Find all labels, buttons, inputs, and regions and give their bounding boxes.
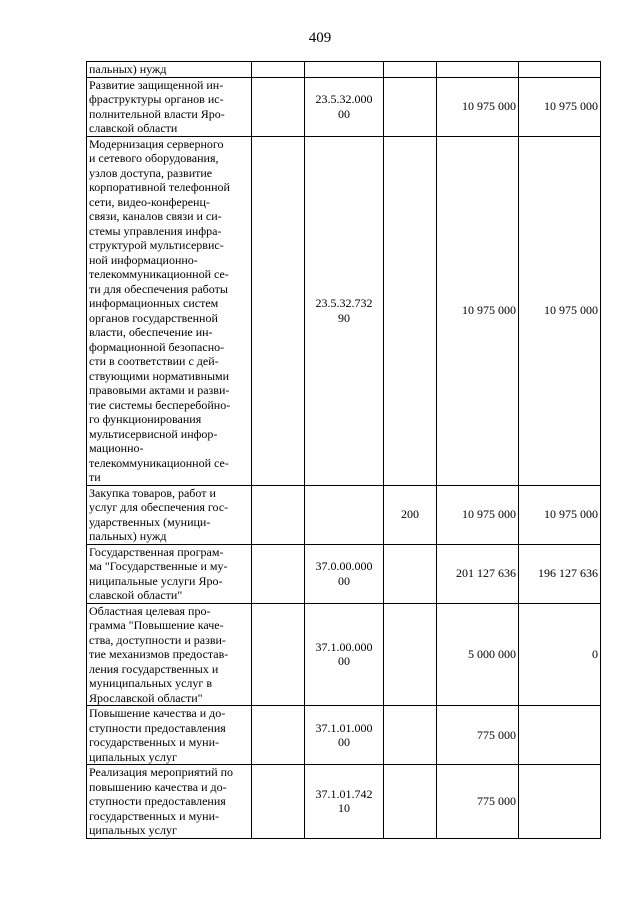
subcode-cell	[252, 77, 305, 136]
amount-year1-cell	[437, 62, 519, 78]
table-row	[87, 485, 601, 544]
subcode-cell	[252, 136, 305, 485]
amount-year1-cell: 201 127 636	[437, 544, 519, 603]
target-code-cell: 37.1.01.742 10	[305, 765, 384, 839]
item-name-cell: Областная целевая про- грамма "Повышение каче- ства, доступности и разви- тие механизмов предостав- ления государственных и муниципальных услуг в Ярославской области"	[87, 603, 252, 706]
item-name-cell: Модернизация серверного и сетевого оборудования, узлов доступа, развитие корпоративной телефонной сети, видео-конференц- связи, каналов связи и си- стемы управления инфра- структурой мультисервис- ной информационно- телекоммуникационной се- ти для обеспечения работы информационных систем органов государственной власти, обеспечение ин- формационной безопасно- сти в соответствии с дей- ствующими нормативными правовыми актами и разви- тие системы бесперебойно- го функционирования мультисервисной инфор- мационно- телекоммуникационной се- ти	[87, 136, 252, 485]
page-number: 409	[308, 30, 332, 46]
target-code-cell: 37.0.00.000 00	[305, 544, 384, 603]
amount-year2-cell: 196 127 636	[519, 544, 601, 603]
item-name-cell: Развитие защищенной ин- фраструктуры органов ис- полнительной власти Яро- славской области	[87, 77, 252, 136]
amount-year1-cell: 5 000 000	[437, 603, 519, 706]
amount-year2-cell	[519, 765, 601, 839]
budget-table	[86, 61, 601, 839]
target-code-cell	[305, 62, 384, 78]
subcode-cell	[252, 544, 305, 603]
expense-type-cell	[384, 706, 437, 765]
target-code-cell: 37.1.01.000 00	[305, 706, 384, 765]
item-name-cell: Реализация мероприятий по повышению качества и до- ступности предоставления государственных и муни- ципальных услуг	[87, 765, 252, 839]
expense-type-cell	[384, 77, 437, 136]
subcode-cell	[252, 62, 305, 78]
amount-year1-cell: 10 975 000	[437, 136, 519, 485]
subcode-cell	[252, 706, 305, 765]
target-code-cell: 37.1.00.000 00	[305, 603, 384, 706]
target-code-cell: 23.5.32.732 90	[305, 136, 384, 485]
table-row	[87, 77, 601, 136]
amount-year2-cell: 0	[519, 603, 601, 706]
table-row	[87, 62, 601, 78]
amount-year2-cell	[519, 62, 601, 78]
expense-type-cell	[384, 544, 437, 603]
expense-type-cell	[384, 62, 437, 78]
subcode-cell	[252, 485, 305, 544]
item-name-cell: Государственная програм- ма "Государственные и му- ниципальные услуги Яро- славской области"	[87, 544, 252, 603]
amount-year1-cell: 10 975 000	[437, 485, 519, 544]
table-row	[87, 136, 601, 485]
target-code-cell	[305, 485, 384, 544]
subcode-cell	[252, 603, 305, 706]
table-row	[87, 544, 601, 603]
amount-year2-cell	[519, 706, 601, 765]
expense-type-cell	[384, 765, 437, 839]
amount-year1-cell: 775 000	[437, 706, 519, 765]
expense-type-cell: 200	[384, 485, 437, 544]
item-name-cell: Повышение качества и до- ступности предоставления государственных и муни- ципальных услуг	[87, 706, 252, 765]
subcode-cell	[252, 765, 305, 839]
table-row	[87, 603, 601, 706]
table-row	[87, 765, 601, 839]
expense-type-cell	[384, 136, 437, 485]
target-code-cell: 23.5.32.000 00	[305, 77, 384, 136]
amount-year1-cell: 10 975 000	[437, 77, 519, 136]
expense-type-cell	[384, 603, 437, 706]
amount-year2-cell: 10 975 000	[519, 485, 601, 544]
item-name-cell: Закупка товаров, работ и услуг для обеспечения гос- ударственных (муници- пальных) нужд	[87, 485, 252, 544]
amount-year2-cell: 10 975 000	[519, 136, 601, 485]
item-name-cell: пальных) нужд	[87, 62, 252, 78]
budget-table-body	[87, 62, 601, 839]
amount-year2-cell: 10 975 000	[519, 77, 601, 136]
amount-year1-cell: 775 000	[437, 765, 519, 839]
table-row	[87, 706, 601, 765]
